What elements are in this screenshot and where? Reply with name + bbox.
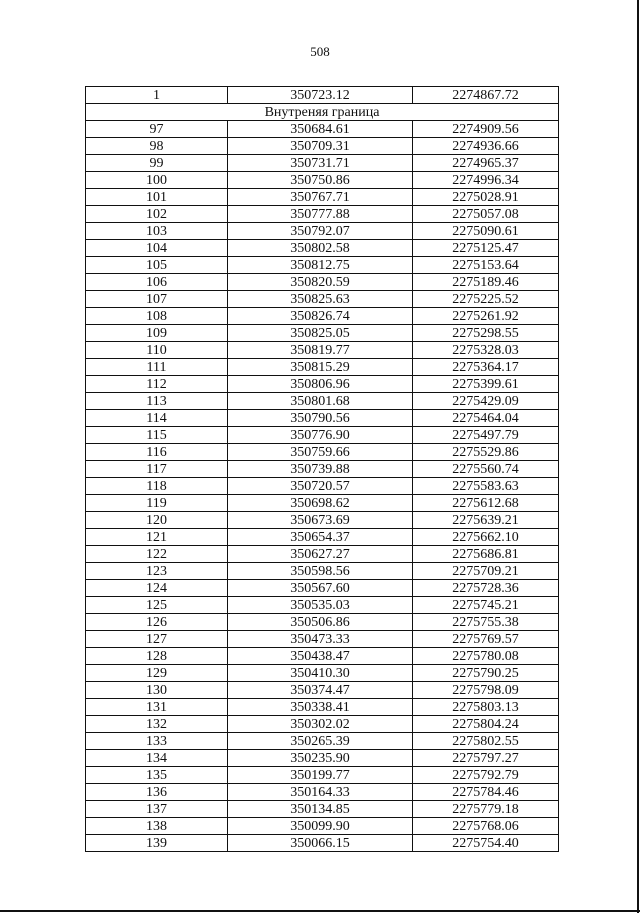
x-coordinate-cell: 350739.88 [228,461,413,478]
table-row [86,614,559,631]
x-coordinate-cell: 350598.56 [228,563,413,580]
table-row [86,529,559,546]
y-coordinate-cell: 2275769.57 [413,631,559,648]
point-number-cell: 101 [86,189,228,206]
section-title-row [86,104,559,121]
x-coordinate-cell: 350302.02 [228,716,413,733]
table-row [86,325,559,342]
y-coordinate-cell: 2275803.13 [413,699,559,716]
point-number-cell: 115 [86,427,228,444]
y-coordinate-cell: 2274936.66 [413,138,559,155]
x-coordinate-cell: 350720.57 [228,478,413,495]
x-coordinate-cell: 350806.96 [228,376,413,393]
point-number-cell: 138 [86,818,228,835]
point-number-cell: 133 [86,733,228,750]
x-coordinate-cell: 350825.05 [228,325,413,342]
x-coordinate-cell: 350802.58 [228,240,413,257]
x-coordinate-cell: 350684.61 [228,121,413,138]
table-row [86,342,559,359]
y-coordinate-cell: 2275125.47 [413,240,559,257]
table-row [86,699,559,716]
x-coordinate-cell: 350473.33 [228,631,413,648]
table-row [86,818,559,835]
point-number-cell: 139 [86,835,228,852]
point-number-cell: 97 [86,121,228,138]
table-row [86,359,559,376]
table-row [86,546,559,563]
y-coordinate-cell: 2275153.64 [413,257,559,274]
table-row [86,512,559,529]
x-coordinate-cell: 350723.12 [228,87,413,104]
x-coordinate-cell: 350776.90 [228,427,413,444]
point-number-cell: 114 [86,410,228,427]
point-number-cell: 129 [86,665,228,682]
x-coordinate-cell: 350709.31 [228,138,413,155]
page-border-bottom [0,910,640,912]
point-number-cell: 120 [86,512,228,529]
table-row [86,274,559,291]
point-number-cell: 123 [86,563,228,580]
table-row [86,801,559,818]
y-coordinate-cell: 2275261.92 [413,308,559,325]
x-coordinate-cell: 350777.88 [228,206,413,223]
x-coordinate-cell: 350506.86 [228,614,413,631]
y-coordinate-cell: 2274909.56 [413,121,559,138]
y-coordinate-cell: 2275612.68 [413,495,559,512]
coordinates-table-body [86,87,559,852]
y-coordinate-cell: 2275529.86 [413,444,559,461]
table-row [86,767,559,784]
table-row [86,189,559,206]
x-coordinate-cell: 350627.27 [228,546,413,563]
point-number-cell: 135 [86,767,228,784]
y-coordinate-cell: 2275057.08 [413,206,559,223]
x-coordinate-cell: 350099.90 [228,818,413,835]
x-coordinate-cell: 350826.74 [228,308,413,325]
section-title: Внутреняя граница [86,104,559,121]
point-number-cell: 126 [86,614,228,631]
point-number-cell: 108 [86,308,228,325]
x-coordinate-cell: 350654.37 [228,529,413,546]
x-coordinate-cell: 350812.75 [228,257,413,274]
point-number-cell: 104 [86,240,228,257]
y-coordinate-cell: 2275790.25 [413,665,559,682]
table-row [86,733,559,750]
y-coordinate-cell: 2275364.17 [413,359,559,376]
y-coordinate-cell: 2274867.72 [413,87,559,104]
y-coordinate-cell: 2275686.81 [413,546,559,563]
table-row [86,427,559,444]
point-number-cell: 102 [86,206,228,223]
y-coordinate-cell: 2275798.09 [413,682,559,699]
point-number-cell: 100 [86,172,228,189]
point-number-cell: 137 [86,801,228,818]
point-number-cell: 125 [86,597,228,614]
table-row [86,206,559,223]
coordinates-table [85,86,559,852]
y-coordinate-cell: 2275639.21 [413,512,559,529]
point-number-cell: 134 [86,750,228,767]
y-coordinate-cell: 2275328.03 [413,342,559,359]
table-row [86,461,559,478]
table-row [86,155,559,172]
point-number-cell: 130 [86,682,228,699]
table-row [86,240,559,257]
table-row [86,172,559,189]
table-row [86,308,559,325]
table-row [86,291,559,308]
table-row [86,682,559,699]
x-coordinate-cell: 350374.47 [228,682,413,699]
point-number-cell: 109 [86,325,228,342]
point-number-cell: 121 [86,529,228,546]
y-coordinate-cell: 2275797.27 [413,750,559,767]
y-coordinate-cell: 2275804.24 [413,716,559,733]
point-number-cell: 124 [86,580,228,597]
table-row [86,121,559,138]
table-row [86,138,559,155]
y-coordinate-cell: 2275028.91 [413,189,559,206]
table-row [86,376,559,393]
point-number-cell: 107 [86,291,228,308]
x-coordinate-cell: 350235.90 [228,750,413,767]
x-coordinate-cell: 350199.77 [228,767,413,784]
y-coordinate-cell: 2275189.46 [413,274,559,291]
x-coordinate-cell: 350820.59 [228,274,413,291]
page-number: 508 [310,44,330,59]
x-coordinate-cell: 350673.69 [228,512,413,529]
point-number-cell: 99 [86,155,228,172]
x-coordinate-cell: 350792.07 [228,223,413,240]
x-coordinate-cell: 350338.41 [228,699,413,716]
table-row [86,495,559,512]
x-coordinate-cell: 350134.85 [228,801,413,818]
table-row [86,410,559,427]
x-coordinate-cell: 350066.15 [228,835,413,852]
table-row [86,631,559,648]
table-row [86,563,559,580]
table-row [86,648,559,665]
table-row [86,597,559,614]
point-number-cell: 127 [86,631,228,648]
point-number-cell: 118 [86,478,228,495]
table-row [86,835,559,852]
point-number-cell: 131 [86,699,228,716]
x-coordinate-cell: 350265.39 [228,733,413,750]
table-row [86,784,559,801]
y-coordinate-cell: 2275560.74 [413,461,559,478]
table-row [86,393,559,410]
y-coordinate-cell: 2274996.34 [413,172,559,189]
x-coordinate-cell: 350410.30 [228,665,413,682]
point-number-cell: 132 [86,716,228,733]
y-coordinate-cell: 2275779.18 [413,801,559,818]
y-coordinate-cell: 2275090.61 [413,223,559,240]
y-coordinate-cell: 2275728.36 [413,580,559,597]
table-row [86,716,559,733]
x-coordinate-cell: 350767.71 [228,189,413,206]
point-number-cell: 103 [86,223,228,240]
y-coordinate-cell: 2275662.10 [413,529,559,546]
point-number-cell: 116 [86,444,228,461]
y-coordinate-cell: 2275225.52 [413,291,559,308]
y-coordinate-cell: 2275709.21 [413,563,559,580]
y-coordinate-cell: 2274965.37 [413,155,559,172]
y-coordinate-cell: 2275792.79 [413,767,559,784]
point-number-cell: 110 [86,342,228,359]
table-row [86,580,559,597]
table-row [86,257,559,274]
point-number-cell: 106 [86,274,228,291]
table-row [86,444,559,461]
point-number-cell: 105 [86,257,228,274]
x-coordinate-cell: 350819.77 [228,342,413,359]
y-coordinate-cell: 2275464.04 [413,410,559,427]
point-number-cell: 112 [86,376,228,393]
page-border-right [637,0,639,913]
y-coordinate-cell: 2275768.06 [413,818,559,835]
point-number-cell: 98 [86,138,228,155]
y-coordinate-cell: 2275754.40 [413,835,559,852]
x-coordinate-cell: 350535.03 [228,597,413,614]
x-coordinate-cell: 350164.33 [228,784,413,801]
x-coordinate-cell: 350759.66 [228,444,413,461]
point-number-cell: 122 [86,546,228,563]
x-coordinate-cell: 350438.47 [228,648,413,665]
point-number-cell: 113 [86,393,228,410]
x-coordinate-cell: 350825.63 [228,291,413,308]
table-row [86,478,559,495]
x-coordinate-cell: 350790.56 [228,410,413,427]
x-coordinate-cell: 350815.29 [228,359,413,376]
x-coordinate-cell: 350698.62 [228,495,413,512]
point-number-cell: 119 [86,495,228,512]
point-number-cell: 1 [86,87,228,104]
point-number-cell: 111 [86,359,228,376]
point-number-cell: 136 [86,784,228,801]
table-row [86,750,559,767]
point-number-cell: 128 [86,648,228,665]
x-coordinate-cell: 350567.60 [228,580,413,597]
y-coordinate-cell: 2275429.09 [413,393,559,410]
y-coordinate-cell: 2275298.55 [413,325,559,342]
table-row [86,665,559,682]
y-coordinate-cell: 2275583.63 [413,478,559,495]
x-coordinate-cell: 350801.68 [228,393,413,410]
y-coordinate-cell: 2275399.61 [413,376,559,393]
y-coordinate-cell: 2275497.79 [413,427,559,444]
y-coordinate-cell: 2275780.08 [413,648,559,665]
x-coordinate-cell: 350750.86 [228,172,413,189]
table-row [86,223,559,240]
y-coordinate-cell: 2275802.55 [413,733,559,750]
x-coordinate-cell: 350731.71 [228,155,413,172]
y-coordinate-cell: 2275784.46 [413,784,559,801]
point-number-cell: 117 [86,461,228,478]
y-coordinate-cell: 2275745.21 [413,597,559,614]
y-coordinate-cell: 2275755.38 [413,614,559,631]
table-row [86,87,559,104]
